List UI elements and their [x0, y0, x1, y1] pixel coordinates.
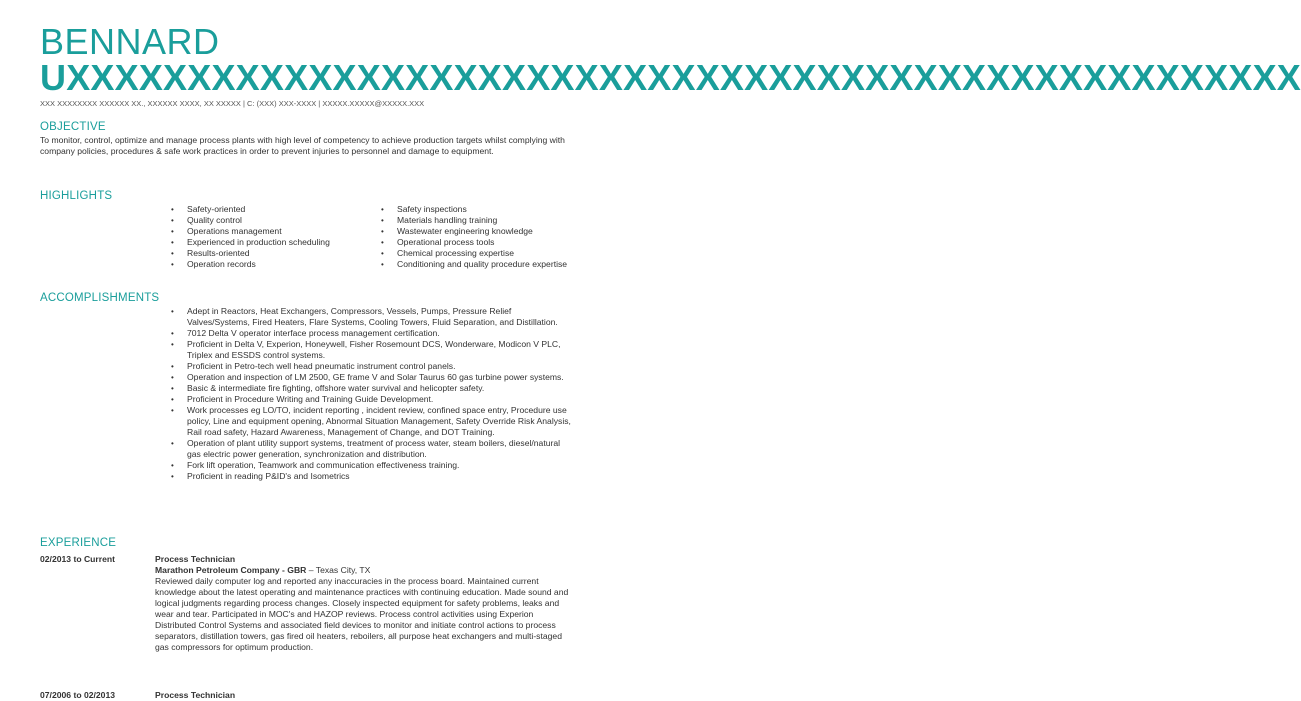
- objective-heading: OBJECTIVE: [40, 121, 106, 133]
- list-item: • Operation and inspection of LM 2500, GE frame V and Solar Taurus 60 gas turbine power systems.: [171, 372, 571, 383]
- list-item: • 7012 Delta V operator interface process management certification.: [171, 328, 571, 339]
- list-item: • Results-oriented: [171, 248, 331, 259]
- list-item: • Operation records: [171, 259, 331, 270]
- objective-text: To monitor, control, optimize and manage process plants with high level of competency to achieve production targets whilst complying with company policies, procedures & safe work practices in order to prevent injuries to personnel and damage to equipment.: [40, 135, 565, 156]
- list-item: • Operations management: [171, 226, 331, 237]
- contact-info: XXX XXXXXXXX XXXXXX XX., XXXXXX XXXX, XX XXXXX | C: (XXX) XXX-XXXX | XXXXX.XXXXX@XXXXX.XXX: [40, 99, 425, 108]
- experience-heading: EXPERIENCE: [40, 537, 117, 549]
- highlights-list-left: [171, 204, 331, 270]
- job-title: Process Technician: [155, 554, 236, 564]
- list-item: • Fork lift operation, Teamwork and communication effectiveness training.: [171, 460, 571, 471]
- highlights-heading: HIGHLIGHTS: [40, 190, 113, 202]
- list-item: • Chemical processing expertise: [381, 248, 571, 259]
- list-item: • Conditioning and quality procedure expertise: [381, 259, 571, 270]
- list-item: • Adept in Reactors, Heat Exchangers, Compressors, Vessels, Pumps, Pressure Relief Valves/Systems, Fired Heaters, Flare Systems, Cooling Towers, Fluid Separation, and Distillation.: [171, 306, 571, 328]
- accomplishments-heading: ACCOMPLISHMENTS: [40, 292, 160, 304]
- job-entry: [155, 554, 570, 653]
- job-title: Process Technician: [155, 690, 236, 700]
- list-item: • Safety inspections: [381, 204, 571, 215]
- list-item: • Proficient in Procedure Writing and Training Guide Development.: [171, 394, 571, 405]
- list-item: • Work processes eg LO/TO, incident reporting , incident review, confined space entry, Procedure use policy, Line and equipment opening, Abnormal Situation Management, Safety Override Risk Analysis, Rail road safety, Hazard Awareness, Management of Change, and DOT Training.: [171, 405, 571, 438]
- list-item: • Proficient in Petro-tech well head pneumatic instrument control panels.: [171, 361, 571, 372]
- highlights-list-right: [381, 204, 571, 270]
- list-item: • Proficient in Delta V, Experion, Honeywell, Fisher Rosemount DCS, Wonderware, Modicon V PLC, Triplex and ESSDS control systems.: [171, 339, 571, 361]
- list-item: • Basic & intermediate fire fighting, offshore water survival and helicopter safety.: [171, 383, 571, 394]
- job-company: Marathon Petroleum Company - GBR: [155, 565, 307, 575]
- list-item: • Operation of plant utility support systems, treatment of process water, steam boilers, diesel/natural gas electric power generation, synchronization and distribution.: [171, 438, 571, 460]
- list-item: • Quality control: [171, 215, 331, 226]
- job-dates: 02/2013 to Current: [40, 554, 115, 564]
- job-dates: 07/2006 to 02/2013: [40, 690, 116, 700]
- list-item: • Safety-oriented: [171, 204, 331, 215]
- last-name: UXXXXXXXXXXXXXXXXXXXXXXXXXXXXXXXXXXXXXXXXXXXXXXXXXXX: [40, 57, 1301, 98]
- accomplishments-list: [171, 306, 571, 482]
- list-item: • Materials handling training: [381, 215, 571, 226]
- job-entry: [155, 690, 570, 701]
- list-item: • Wastewater engineering knowledge: [381, 226, 571, 237]
- list-item: • Proficient in reading P&ID's and Isometrics: [171, 471, 571, 482]
- job-description: Reviewed daily computer log and reported any inaccuracies in the process board. Maintained current knowledge about the latest operating and maintenance practices with continuing education. Made sound and logical judgments regarding process changes. Closely inspected equipment for safety problems, leaks and wear and tear. Participated in MOC's and HAZOP reviews. Process control activities using Experion Distributed Control Systems and associated field devices to monitor and initiate control actions to process separators, distillation towers, gas fired oil heaters, reboilers, all purpose heat exchangers and multi-staged gas compressors for optimum production.: [155, 576, 569, 652]
- job-company-line: [155, 565, 570, 576]
- job-location: Texas City, TX: [315, 565, 371, 575]
- list-item: • Operational process tools: [381, 237, 571, 248]
- first-name: BENNARD: [40, 21, 220, 62]
- list-item: • Experienced in production scheduling: [171, 237, 331, 248]
- job-separator: –: [306, 565, 316, 575]
